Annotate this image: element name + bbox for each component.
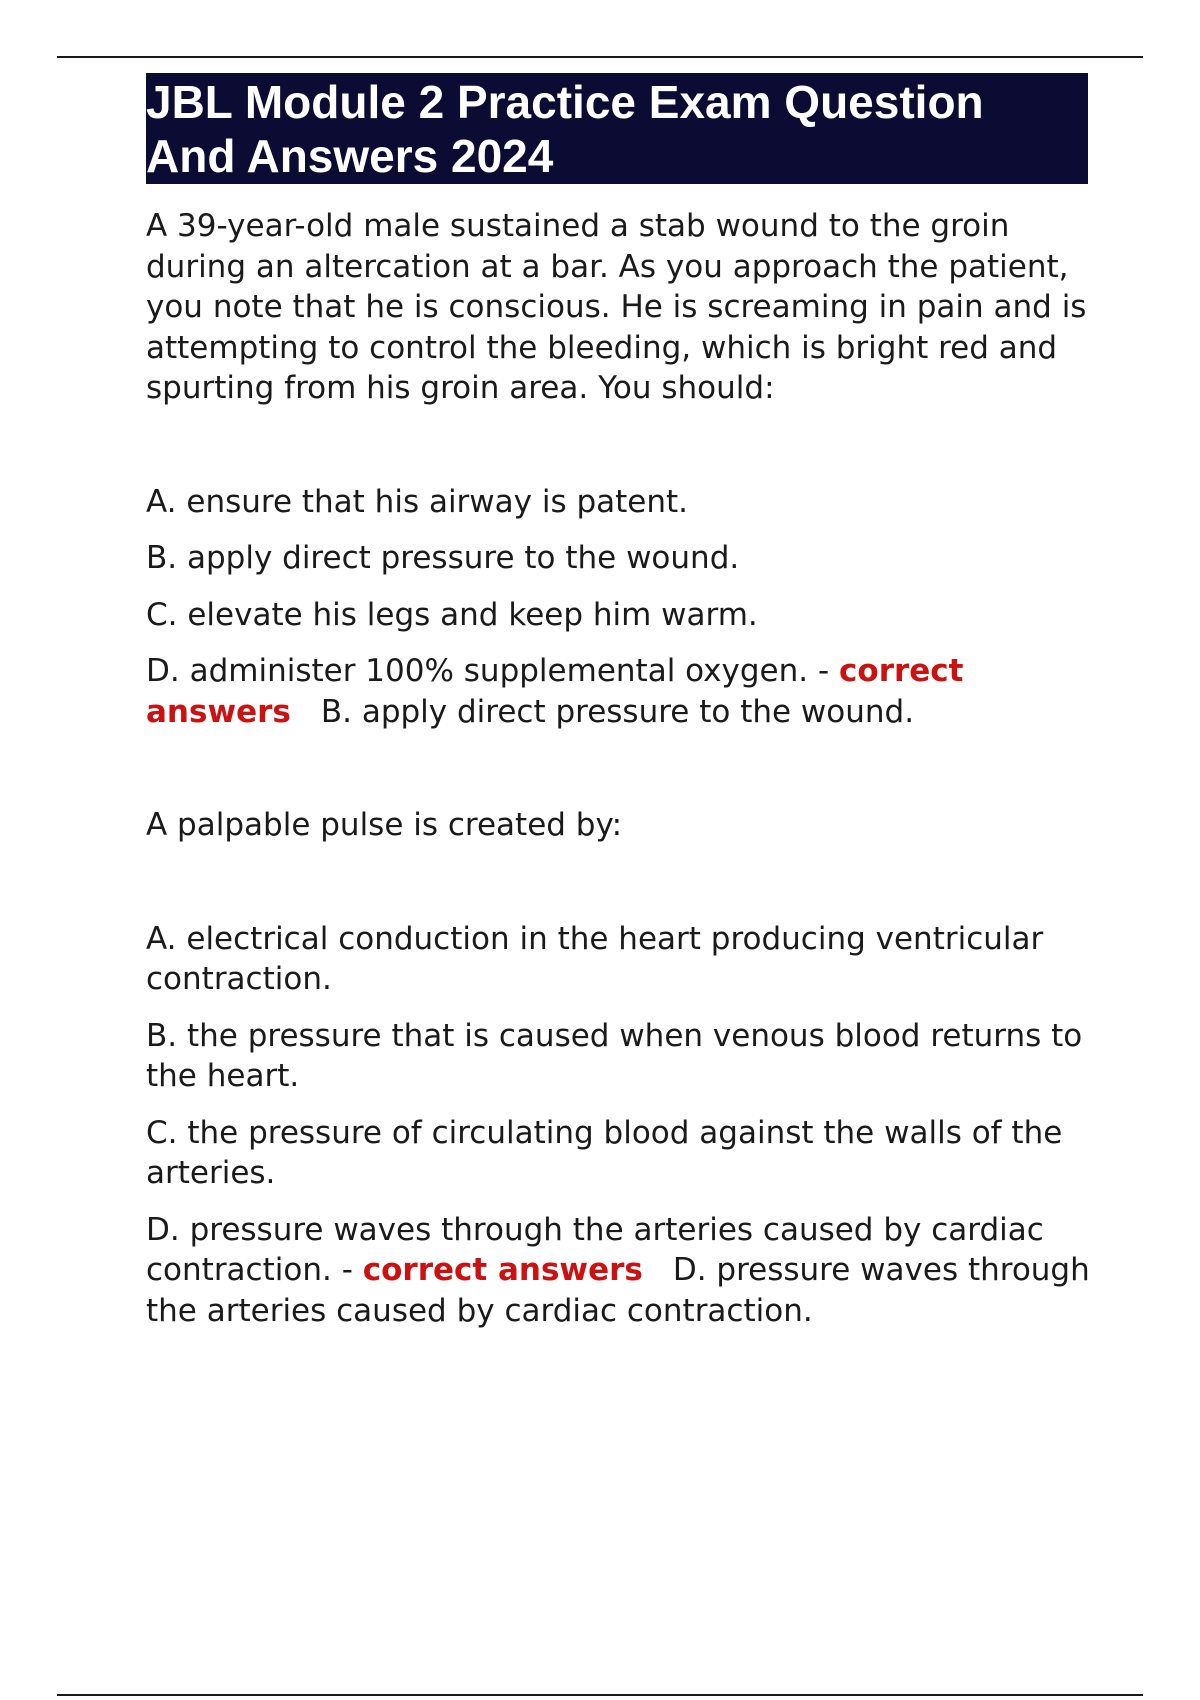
answer-option: B. the pressure that is caused when venous blood returns to the heart. xyxy=(146,1017,1083,1094)
title-banner xyxy=(146,73,1088,184)
question-block xyxy=(146,206,1096,732)
answer-option: A. electrical conduction in the heart producing ventricular contraction. xyxy=(146,920,1044,997)
question-text: A 39-year-old male sustained a stab wound to the groin during an altercation at a bar. As you approach the patient, you note that he is conscious. He is screaming in pain and is attempting to control the bleeding, which is bright red and spurting from his groin area. You should: xyxy=(146,208,1087,406)
answer-option-text: D. administer 100% supplemental oxygen. - xyxy=(146,653,840,689)
correct-answers-label: correct answers xyxy=(146,653,964,730)
document-title: JBL Module 2 Practice Exam Question And Answers 2024 xyxy=(146,76,984,182)
bottom-rule xyxy=(57,1694,1143,1696)
answer-option: A. ensure that his airway is patent. xyxy=(146,483,689,520)
answer-option-text: D. pressure waves through the arteries caused by cardiac contraction. - xyxy=(146,1211,1044,1288)
correct-answers-label: correct answers xyxy=(362,1252,643,1288)
correct-answer-text: B. apply direct pressure to the wound. xyxy=(320,693,915,730)
answer-option-with-key xyxy=(146,651,1096,732)
correct-answer-text: D. pressure waves through the arteries caused by cardiac contraction. xyxy=(146,1252,1090,1329)
answer-option-with-key xyxy=(146,1210,1096,1332)
question-text: A palpable pulse is created by: xyxy=(146,807,623,843)
top-rule xyxy=(57,56,1143,58)
answer-option: C. elevate his legs and keep him warm. xyxy=(146,596,758,633)
question-block xyxy=(146,805,1096,1331)
answer-option: B. apply direct pressure to the wound. xyxy=(146,540,740,576)
document-body xyxy=(146,206,1096,1347)
answer-option: C. the pressure of circulating blood against the walls of the arteries. xyxy=(146,1114,1063,1191)
